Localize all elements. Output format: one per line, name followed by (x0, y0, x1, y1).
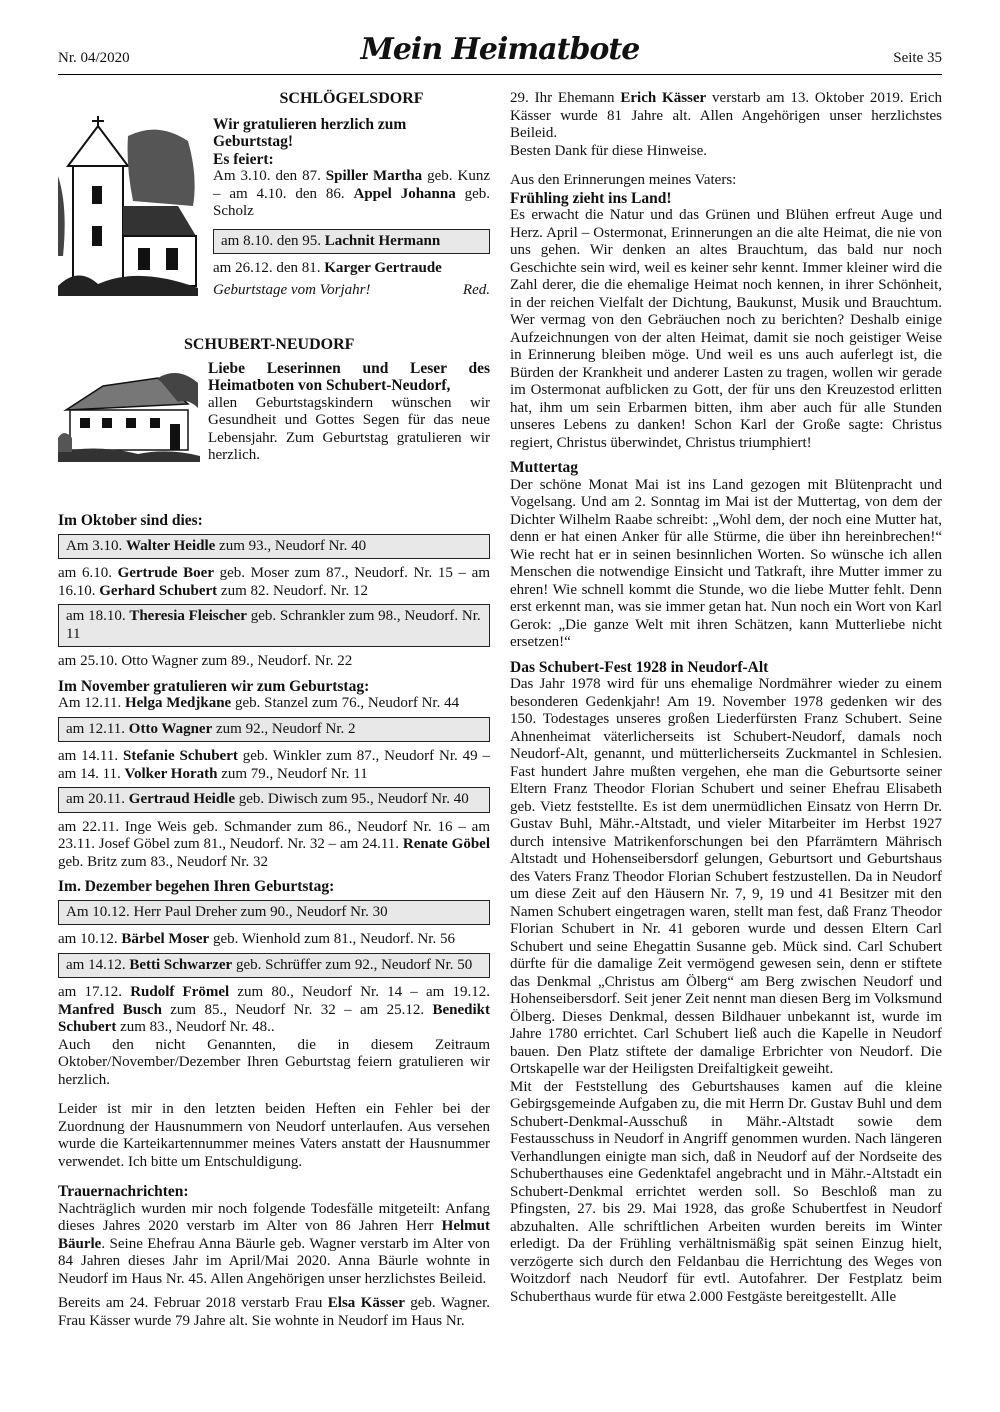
page-number: Seite 35 (893, 50, 942, 66)
highlight-box: am 8.10. den 95. Lachnit Hermann (213, 229, 490, 255)
farmhouse-illustration (58, 368, 200, 462)
signature-line: Geburtstage vom Vorjahr! Red. (213, 281, 490, 298)
birthday-entry: am 25.10. Otto Wagner zum 89., Neudorf. Nr. 22 (58, 653, 353, 669)
birthday-entry: am 26.12. den 81. Karger Gertraude (213, 260, 442, 276)
mourning-paragraph: Nachträglich wurden mir noch folgende Todesfälle mitgeteilt: Anfang dieses Jahres 2020 verstarb im Alter von 86 Jahren Herr Helmut Bäurle. Seine Ehefrau Anna Bäurle geb. Wagner verstarb im Alter von 84 Jahren dieses Jahr im April/Mai 2020. Anna Bäurle wohnte in Neudorf im Haus Nr. 45. Allen Angehörigen unser herzlichstes Beileid. (58, 1200, 490, 1287)
issue-number: Nr. 04/2020 (58, 50, 130, 66)
schloegelsdorf-text (213, 90, 490, 299)
schubert-fest-text: Das Jahr 1978 wird für uns ehemalige Nordmährer wieder zu einem besonderen Gedenkjahr! Am 19. November 1978 gedenken wir des 150. Todestages unseres großen Liederfürsten Franz Schubert. Seine Ahnenheimat väterlicherseits ist Schubert-Neudorf, damals noch Neudorf-Alt, genannt, und mütterlicherseits Zuckmantel in Schlesien. Fast hundert Jahre mußten vergehen, ehe man die Geburtsorte seiner Eltern Franz Theodor Florian Schubert und seiner Ehefrau Elisabeth geb. Vietz feststellte. Es ist dem unermüdlichen Einsatz von Herrn Dr. Gustav Buhl, Mähr.-Altstadt, und vieler Mitarbeiter im Herbst 1927 durch intensive Matrikenforschungen bei den Pfarrämtern Mährisch Altstadt und Hohenseibersdorf gelungen, Geburtsort und Geburtshaus des Vaters Franz Theodor Florian Schubert festzustellen. Da in Neudorf um diese Zeit auf den Häusern Nr. 7, 9, 19 und 41 Besitzer mit den Namen Schubert eingetragen waren, stellt man fest, daß Franz Theodor Florian Schubert in Nr. 41 geboren wurde und dessen Eltern Carl Schubert und seine Ehegattin Susanne geb. Mück sind. Carl Schubert dürfte für die damalige Zeit vermögend gewesen sein, denn er stiftete das Denkmal „Christus am Ölberg“ am Berg zwischen Neudorf und Hohenseibersdorf. Seit jener Zeit nennt man diesen Berg im Volksmund Ölberg. Dieses Denkmal, dessen Bildhauer unbekannt ist, wurde im Jahre 1780 errichtet. Carl Schubert ließ auch die Kapelle in Neudorf bauen. Den Platz stiftete der damalige Erbrichter von Neudorf. Die Ortskapelle war der Heiligsten Dreifaltigkeit geweiht. (510, 676, 942, 1077)
closing-wishes: Auch den nicht Genannten, die in diesem Zeitraum Oktober/November/Dezember Ihren Geburtstag feiern gratulieren wir herzlich. (58, 1036, 490, 1088)
december-heading: Im. Dezember begehen Ihren Geburtstag: (58, 878, 335, 895)
mourning-heading: Trauernachrichten: (58, 1183, 189, 1200)
celebrates-label: Es feiert: (213, 150, 274, 168)
schubert-neudorf-section (58, 336, 490, 526)
highlight-box: am 14.12. Betti Schwarzer geb. Schrüffer zum 92., Neudorf Nr. 50 (58, 953, 490, 979)
apology-paragraph: Leider ist mir in den letzten beiden Heften ein Fehler bei der Zuordnung der Hausnummern von Neudorf unterlaufen. Aus versehen wurde die Karteikartennummer meines Vaters anstatt der Hausnummer verwendet. Ich bitte um Entschuldigung. (58, 1101, 490, 1170)
birthday-entry: Am 3.10. den 87. Spiller Martha geb. Kunz – am 4.10. den 86. Appel Johanna geb. Scholz (213, 168, 490, 219)
intro-text: allen Geburtstagskindern wünschen wir Gesundheit und Gottes Segen für das neue Lebensjahr. Zum Geburtstag gratulieren wir herzlich. (208, 394, 490, 463)
birthday-entry: Am 12.11. Helga Medjkane geb. Stanzel zum 76., Neudorf Nr. 44 (58, 695, 460, 711)
schubert-fest-heading: Das Schubert-Fest 1928 in Neudorf-Alt (510, 658, 769, 676)
intro-bold: Liebe Leserinnen und Leser des Heimatboten von Schubert-Neudorf, (208, 359, 490, 394)
mourning-paragraph: Bereits am 24. Februar 2018 verstarb Frau Elsa Kässer geb. Wagner. Frau Kässer wurde 79 Jahre alt. Sie wohnte in Neudorf im Haus Nr. (58, 1295, 490, 1329)
greeting: Wir gratulieren herzlich zum Geburtstag! (213, 115, 407, 150)
schloegelsdorf-section (58, 90, 490, 320)
birthday-entry: am 6.10. Gertrude Boer geb. Moser zum 87., Neudorf. Nr. 15 – am 16.10. Gerhard Schubert zum 82. Neudorf. Nr. 12 (58, 565, 490, 599)
memories-intro: Aus den Erinnerungen meines Vaters: (510, 172, 737, 188)
birthday-entry: am 14.11. Stefanie Schubert geb. Winkler zum 87., Neudorf Nr. 49 – am 14. 11. Volker Horath zum 79., Neudorf Nr. 11 (58, 748, 490, 782)
thanks-line: Besten Dank für diese Hinweise. (510, 142, 708, 159)
highlight-box: am 20.11. Gertraud Heidle geb. Diwisch zum 95., Neudorf Nr. 40 (58, 787, 490, 813)
mothers-day-heading: Muttertag (510, 459, 578, 476)
highlight-box: Am 3.10. Walter Heidle zum 93., Neudorf Nr. 40 (58, 534, 490, 560)
mothers-day-text: Der schöne Monat Mai ist ins Land gezogen mit Blütenpracht und Vogelsang. Und am 2. Sonntag im Mai ist der Muttertag, von dem der Dichter Wilhelm Raabe schreibt: „Wohl dem, der noch eine Mutter hat, denn er hat einen Anker für alle Stürme, die über ihn hereinbrechen!“ Wie recht hat er in seinen besinnlichen Worten. So wünsche ich allen Menschen die notwendige Einsicht und Tatkraft, ihre Mutter immer zu ehren! Wie schnell kommt die Stunde, wo die liebe Mutter fehlt. Denn erst erkennt man, was sie immer getan hat. Nun noch ein Wort von Karl Gerok: „Die ganze Welt mit ihren Schätzen, kann Mutterliebe nicht ersetzen!“ (510, 476, 942, 650)
header-rule (58, 74, 942, 75)
november-heading: Im November gratulieren wir zum Geburtstag: (58, 677, 370, 695)
church-illustration (58, 116, 198, 296)
birthday-entry: am 22.11. Inge Weis geb. Schmander zum 86., Neudorf Nr. 16 – am 23.11. Josef Göbel zum 81., Neudorf. Nr. 32 – am 24.11. Renate Göbel geb. Britz zum 83., Neudorf Nr. 32 (58, 818, 490, 870)
schubert-intro (184, 336, 490, 465)
birthday-entry: am 17.12. Rudolf Frömel zum 80., Neudorf Nr. 14 – am 19.12. Manfred Busch zum 85., Neudorf Nr. 32 – am 25.12. Benedikt Schubert zum 83., Neudorf Nr. 48.. (58, 984, 490, 1035)
newspaper-title: Mein Heimatbote (360, 32, 640, 67)
october-heading: Im Oktober sind dies: (58, 512, 203, 529)
highlight-box: Am 10.12. Herr Paul Dreher zum 90., Neudorf Nr. 30 (58, 900, 490, 926)
spring-text: Es erwacht die Natur und das Grünen und Blühen erfreut Auge und Herz. April – Ostermonat, Erinnerungen an die alte Heimat, die nie von uns gehen. Wir denken an altes Brauchtum, das bald nur noch Geschichte sein wird, weil es keiner sehr kennt. Immer kleiner wird die Zahl derer, die die ehemalige Heimat noch kennen, in ihrer Schönheit, in der reichen Vielfalt der Dichtung, Baukunst, Musik und Brauchtum. Wer vermag von den Gebräuchen noch zu berichten? Deshalb einige Aufzeichnungen von der alten Heimat, damit sie noch geistiger Weise in Erinnerung bleiben möge. Und weil es uns auch auferlegt ist, die Bürden der Krankheit und anderer Lasten zu tragen, wollen wir gerade im Ostermonat aufblicken zu Gott, der für uns den Kreuzestod erlitten hat, ihm um sein Erbarmen bitten, ihm aber auch für alle Stunden unseres Lebens zu danken! Schon Karl der Große sagte: Christus regiert, Christus überwindet, Christus triumphiert! (510, 207, 942, 451)
highlight-box: am 12.11. Otto Wagner zum 92., Neudorf Nr. 2 (58, 717, 490, 743)
schubert-neudorf-heading: SCHUBERT-NEUDORF (184, 336, 355, 353)
highlight-box: am 18.10. Theresia Fleischer geb. Schrankler zum 98., Neudorf. Nr. 11 (58, 604, 490, 647)
spring-heading: Frühling zieht ins Land! (510, 189, 672, 207)
right-column (510, 90, 942, 1306)
schubert-fest-text-2: Mit der Feststellung des Geburtshauses kamen auf die kleine Gebirgsgemeinde Aufgaben zu, die mit Herrn Dr. Gustav Buhl und dem Schubert-Denkmal-Ausschuß in Mähr.-Altstadt sowie dem Festausschuss in Neudorf in Angriff genommen wurden. Nach längeren Verhandlungen einigte man sich, daß in Neudorf auf der Nordseite des Schuberthauses eine Gedenktafel angebracht und in Mähr.-Altstadt ein Schubert-Denkmal errichtet werden soll. So Beschloß man zu Pfingsten, 27. bis 29. Mai 1928, das große Schubertfest in Neudorf abzuhalten. Alle schriftlichen Arbeiten wurden bereits im Winter erledigt. Da der Frühling verhältnismäßig spät seinen Einzug hielt, verzögerte sich durch den Feldanbau die Herrichtung des Weges von Woitzdorf nach Neudorf für evtl. Autofahrer. Der Festplatz beim Schuberthaus wurde für etwa 2.000 Festgäste bereitgestellt. Alle (510, 1078, 942, 1305)
schloegelsdorf-heading: SCHLÖGELSDORF (279, 90, 424, 107)
mourning-continued: 29. Ihr Ehemann Erich Kässer verstarb am 13. Oktober 2019. Erich Kässer wurde 81 Jahre alt. Allen Angehörigen unser herzlichstes Beileid. (510, 90, 942, 141)
left-column (58, 90, 490, 1330)
birthday-entry: am 10.12. Bärbel Moser geb. Wienhold zum 81., Neudorf. Nr. 56 (58, 931, 455, 947)
page-header (58, 30, 942, 74)
